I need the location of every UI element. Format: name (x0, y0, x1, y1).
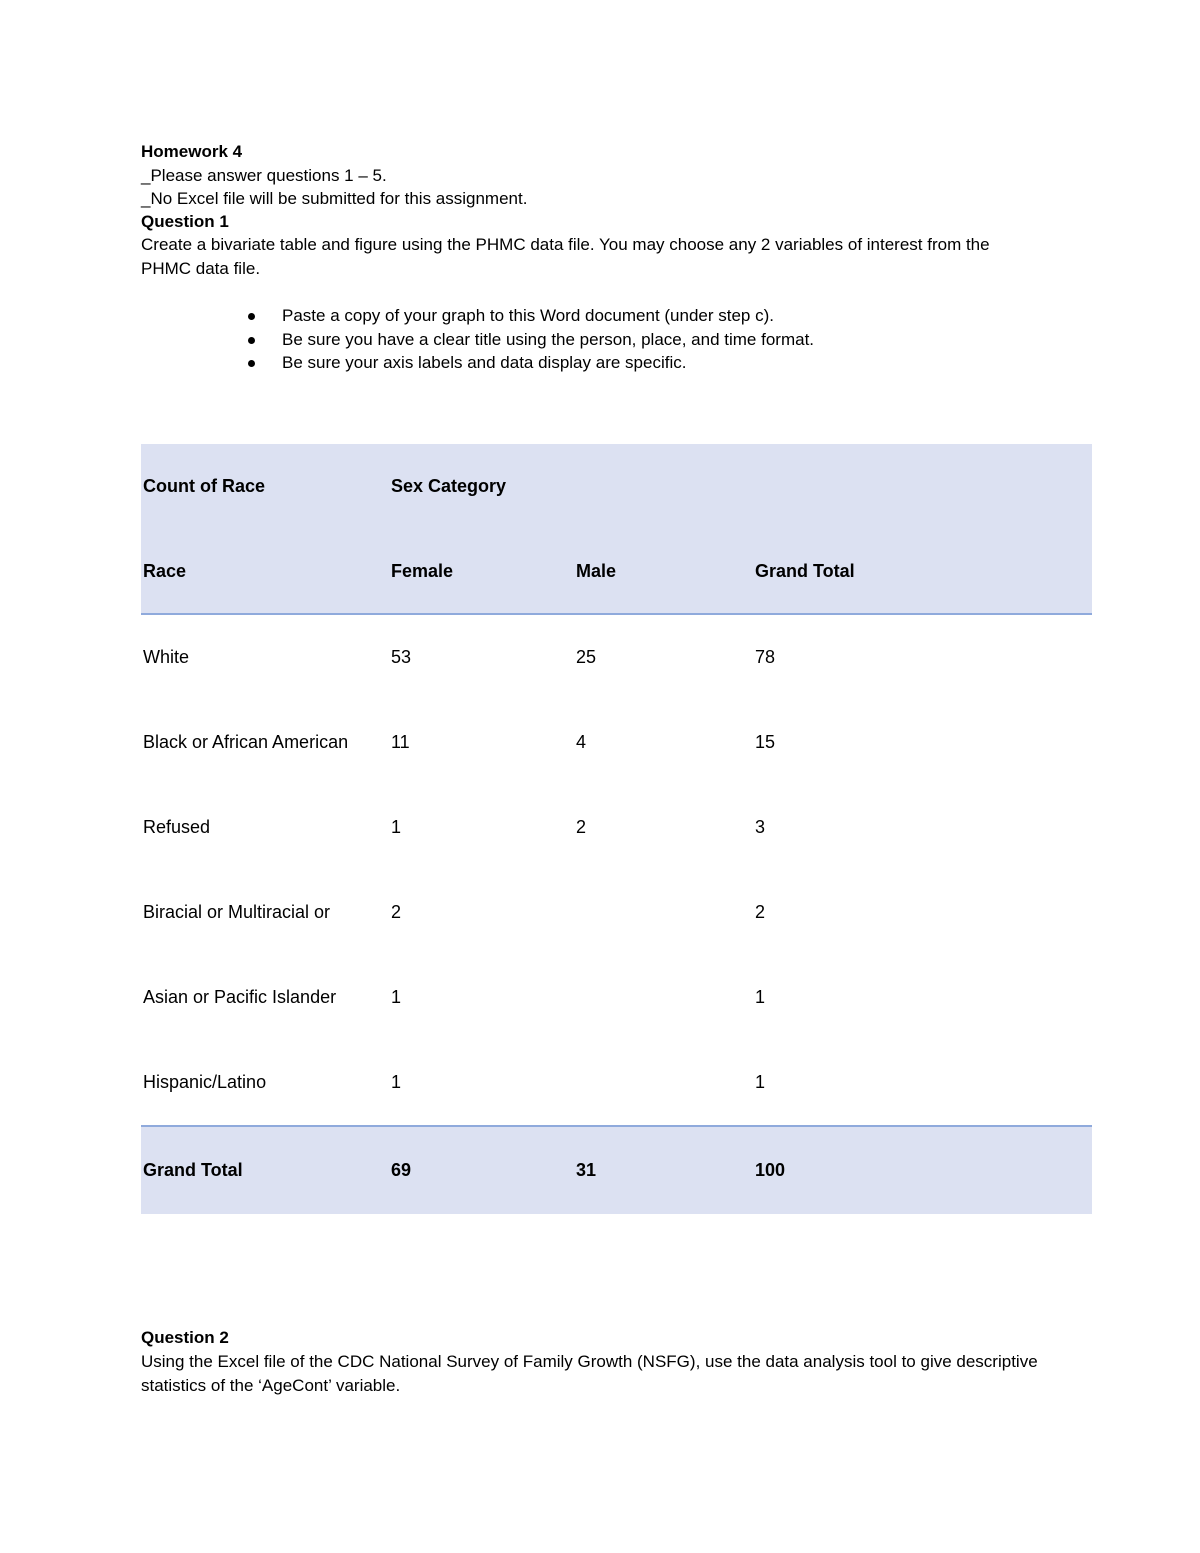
table-cell: Black or African American (143, 732, 349, 752)
pivot-table (141, 444, 1092, 1214)
table-cell: 2 (576, 817, 587, 837)
table-cell: Grand Total (143, 1160, 243, 1180)
table-cell: 2 (391, 902, 402, 922)
table-cell: 1 (391, 817, 402, 837)
table-cell: Female (391, 560, 454, 581)
list-item (141, 304, 1041, 328)
bullet-text: Paste a copy of your graph to this Word document (under step c). (282, 306, 774, 325)
table-cell: Asian or Pacific Islander (143, 987, 337, 1007)
table-cell: 1 (755, 1072, 766, 1092)
table-cell: 2 (755, 902, 766, 922)
table-cell: Biracial or Multiracial or (143, 902, 331, 922)
pivot-header-row (141, 444, 1092, 529)
table-cell: Hispanic/Latino (143, 1072, 267, 1092)
list-item (141, 328, 1041, 352)
bullet-text: Be sure your axis labels and data display are specific. (282, 353, 687, 372)
table-cell: 3 (755, 817, 766, 837)
table-cell: 1 (755, 987, 766, 1007)
table-row (141, 700, 1092, 785)
bullet-icon (248, 360, 255, 367)
question1-heading: Question 1 (141, 212, 229, 231)
table-cell: Refused (143, 817, 211, 837)
table-cell: 1 (391, 1072, 402, 1092)
table-cell: 53 (391, 647, 412, 667)
table-cell: 100 (755, 1160, 786, 1180)
table-cell: 78 (755, 647, 776, 667)
table-cell: Grand Total (755, 560, 855, 581)
table-cell: 31 (576, 1160, 597, 1180)
instruction-line: _No Excel file will be submitted for this assignment. (141, 189, 528, 208)
document-title: Homework 4 (141, 142, 243, 161)
question2-heading: Question 2 (141, 1328, 229, 1347)
table-cell: White (143, 647, 190, 667)
bullet-text: Be sure you have a clear title using the person, place, and time format. (282, 329, 815, 349)
grand-total-row (141, 1125, 1092, 1214)
table-cell: 15 (755, 732, 776, 752)
question1-text: Create a bivariate table and figure using the PHMC data file. You may choose any 2 variables of interest from the PHMC data file. (141, 235, 990, 278)
table-cell: 1 (391, 987, 402, 1007)
list-item (141, 351, 1041, 375)
table-cell: 4 (576, 732, 587, 752)
question2-text: Using the Excel file of the CDC National Survey of Family Growth (NSFG), use the data analysis tool to give descriptive statistics of the ‘AgeCont’ variable. (141, 1352, 1038, 1395)
table-cell: Sex Category (391, 476, 507, 496)
table-row (141, 615, 1092, 700)
pivot-column-header-row (141, 529, 1092, 615)
table-cell: Male (576, 560, 617, 581)
bullet-icon (248, 313, 255, 320)
table-row (141, 1040, 1092, 1125)
table-row (141, 870, 1092, 955)
table-row (141, 785, 1092, 870)
table-row (141, 955, 1092, 1040)
table-cell: 11 (391, 732, 410, 752)
table-cell: Count of Race (143, 476, 266, 496)
bullet-icon (248, 337, 255, 344)
table-cell: 25 (576, 647, 597, 667)
instruction-line: _Please answer questions 1 – 5. (141, 166, 387, 185)
table-cell: 69 (391, 1160, 412, 1180)
table-cell: Race (143, 560, 187, 581)
question1-bullet-list (141, 304, 1041, 375)
